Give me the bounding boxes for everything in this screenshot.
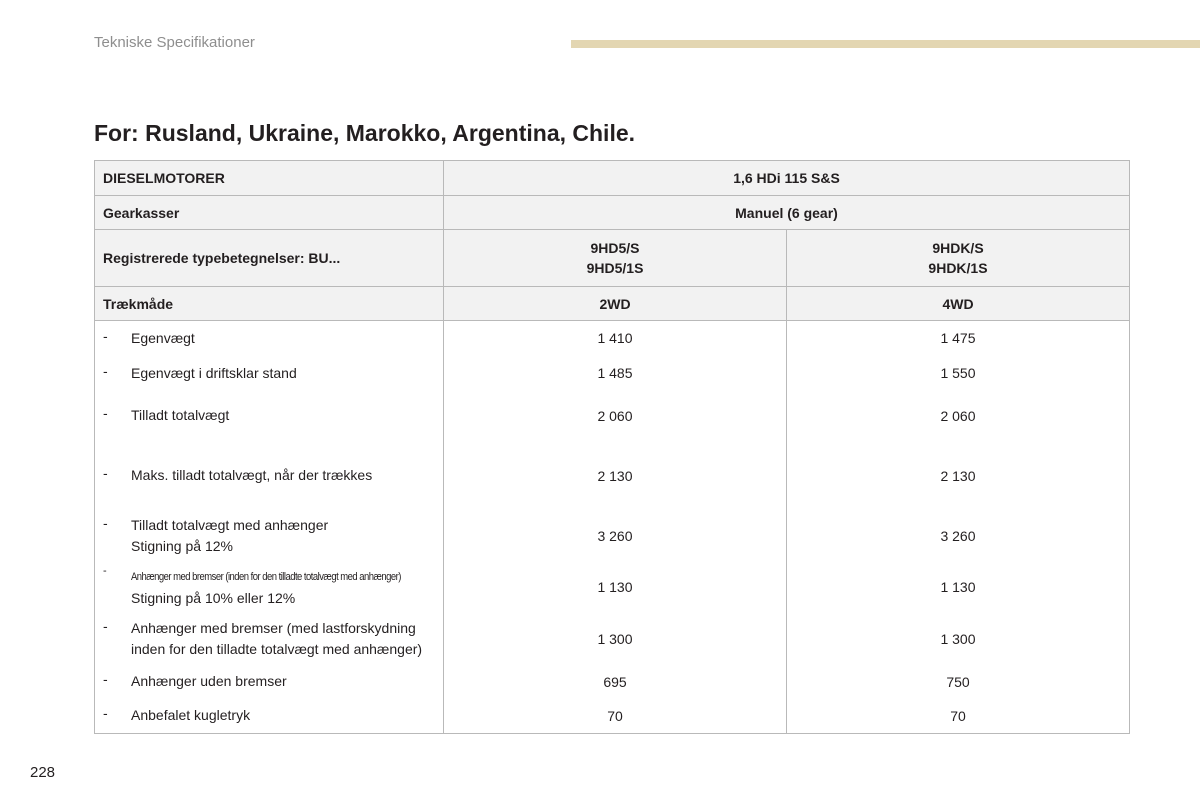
value-2wd: 1 300 — [444, 613, 787, 665]
row-dash: - — [103, 514, 108, 531]
value-4wd: 750 — [787, 665, 1130, 699]
row-dash: - — [103, 671, 108, 687]
type-col1 — [444, 230, 787, 287]
value-2wd: 70 — [444, 699, 787, 734]
value-4wd: 70 — [787, 699, 1130, 734]
value-4wd: 1 300 — [787, 613, 1130, 665]
page-title: For: Rusland, Ukraine, Marokko, Argentina, Chile. — [94, 120, 636, 146]
value-4wd: 1 475 — [787, 321, 1130, 356]
type-label: Registrerede typebetegnelser: BU... — [95, 230, 444, 287]
value-2wd: 695 — [444, 665, 787, 699]
table-row — [95, 665, 1130, 699]
table-row — [95, 561, 1130, 613]
spec-data-rows — [95, 321, 1130, 734]
value-4wd: 2 130 — [787, 441, 1130, 511]
row-dash: - — [103, 705, 108, 722]
row-label: Anhænger med bremser (inden for den tilladte totalvægt med anhænger) — [131, 570, 401, 583]
type-row — [95, 230, 1130, 287]
drive-col1: 2WD — [444, 287, 787, 321]
table-row — [95, 391, 1130, 441]
row-label-line2: inden for den tilladte totalvægt med anhænger) — [131, 640, 423, 657]
value-4wd: 2 060 — [787, 391, 1130, 441]
row-dash: - — [103, 465, 108, 481]
value-2wd: 3 260 — [444, 511, 787, 561]
table-row — [95, 613, 1130, 665]
row-label: Egenvægt i driftsklar stand — [131, 364, 297, 381]
type-col1-line: 9HD5/1S — [586, 260, 644, 276]
engine-label: DIESELMOTORER — [95, 161, 444, 196]
row-label-line2: Stigning på 12% — [131, 537, 233, 554]
type-col2-line: 9HDK/S — [932, 240, 984, 256]
row-dash: - — [103, 617, 108, 634]
row-label: Anbefalet kugletryk — [131, 707, 251, 724]
engine-row — [95, 161, 1130, 196]
table-row — [95, 441, 1130, 511]
type-col2-line: 9HDK/1S — [928, 260, 988, 276]
value-2wd: 2 060 — [444, 391, 787, 441]
row-label: Anhænger med bremser (med lastforskydning — [131, 619, 416, 636]
spec-table — [94, 160, 1130, 734]
value-4wd: 1 550 — [787, 356, 1130, 391]
gearbox-label: Gearkasser — [95, 196, 444, 230]
row-label: Egenvægt — [131, 329, 195, 346]
value-2wd: 1 485 — [444, 356, 787, 391]
value-4wd: 1 130 — [787, 561, 1130, 613]
gearbox-value: Manuel (6 gear) — [444, 196, 1130, 230]
table-row — [95, 321, 1130, 356]
row-label-line2: Stigning på 10% eller 12% — [131, 589, 296, 606]
row-label: Tilladt totalvægt med anhænger — [131, 516, 329, 533]
row-label: Tilladt totalvægt — [131, 407, 230, 423]
page-number: 228 — [30, 764, 56, 781]
table-row — [95, 699, 1130, 734]
row-dash: - — [103, 362, 108, 379]
type-col2 — [787, 230, 1130, 287]
type-col1-line: 9HD5/S — [590, 240, 640, 256]
value-2wd: 1 410 — [444, 321, 787, 356]
row-label: Anhænger uden bremser — [131, 673, 287, 689]
row-dash: - — [103, 564, 107, 577]
value-2wd: 2 130 — [444, 441, 787, 511]
row-dash: - — [103, 405, 108, 421]
table-row — [95, 356, 1130, 391]
drive-col2: 4WD — [787, 287, 1130, 321]
value-2wd: 1 130 — [444, 561, 787, 613]
value-4wd: 3 260 — [787, 511, 1130, 561]
engine-value: 1,6 HDi 115 S&S — [444, 161, 1130, 196]
row-dash: - — [103, 327, 108, 344]
drive-label: Trækmåde — [95, 287, 444, 321]
row-label: Maks. tilladt totalvægt, når der trækkes — [131, 467, 373, 483]
drive-row — [95, 287, 1130, 321]
section-accent-bar — [571, 40, 1200, 48]
gearbox-row — [95, 196, 1130, 230]
section-header: Tekniske Specifikationer — [94, 34, 255, 51]
table-row — [95, 511, 1130, 561]
